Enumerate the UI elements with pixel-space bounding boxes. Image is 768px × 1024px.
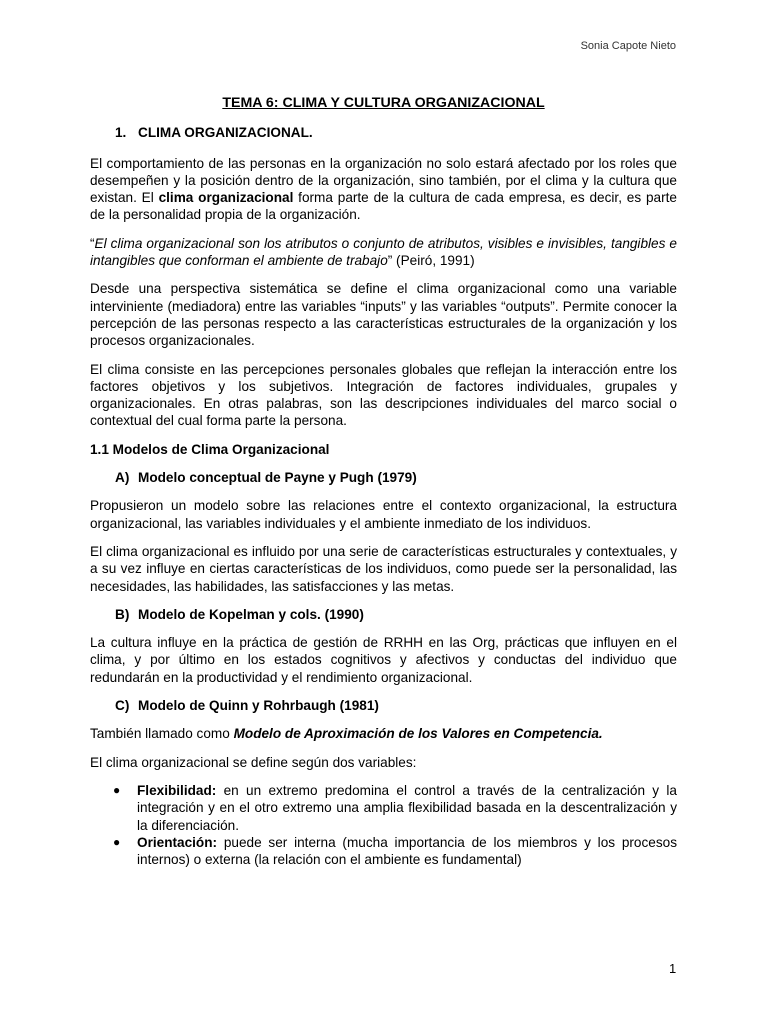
- variables-list: [90, 782, 677, 868]
- paragraph-model-a-2: El clima organizacional es influido por una serie de características estructurales y contextuales, y a su vez influye en ciertas características de los individuos, como puede ser la personalidad, las necesidades, las habilidades, las satisfacciones y las metas.: [90, 543, 677, 594]
- paragraph-percepciones: El clima consiste en las percepciones personales globales que reflejan la interacción entre los factores objetivos y los subjetivos. Integración de factores individuales, grupales y organizacionales. En otras palabras, son las descripciones individuales del marco social o contextual del cual forma parte la persona.: [90, 361, 677, 429]
- document-body: [90, 95, 677, 868]
- list-item-orientacion: [90, 834, 677, 869]
- quote-open: “: [90, 235, 95, 251]
- quote-paragraph: [90, 235, 677, 270]
- model-label: Modelo de Quinn y Rohrbaugh (1981): [138, 698, 379, 714]
- paragraph-model-c-2: El clima organizacional se define según dos variables:: [90, 754, 417, 770]
- section-number: 1.: [115, 125, 127, 141]
- model-label: Modelo conceptual de Payne y Pugh (1979): [138, 470, 417, 486]
- bullet-icon: ●: [113, 834, 121, 849]
- paragraph-intro-bold: clima organizacional: [158, 190, 294, 206]
- paragraph-model-c-emphasis: Modelo de Aproximación de los Valores en Competencia.: [233, 726, 603, 742]
- model-heading-a: [90, 469, 677, 486]
- header-author: Sonia Capote Nieto: [580, 40, 676, 52]
- model-letter: B): [115, 606, 130, 622]
- model-letter: C): [115, 698, 130, 714]
- quote-text: El clima organizacional son los atributos o conjunto de atributos, visibles e invisibles, tangibles e intangibles que conforman el ambiente de trabajo: [90, 235, 677, 269]
- section-label: CLIMA ORGANIZACIONAL.: [138, 125, 313, 141]
- bullet-icon: ●: [113, 782, 121, 797]
- section-heading-clima: [90, 124, 677, 141]
- model-heading-b: [90, 606, 677, 623]
- subsection-heading-modelos: 1.1 Modelos de Clima Organizacional: [90, 441, 330, 457]
- paragraph-intro-text-a: El comportamiento de las personas en la organización no solo estará afectado por los roles que desempeñen y la posición dentro de la organización, sino también, por el clima y la cultura que existan. El: [90, 155, 677, 206]
- list-item-term: Orientación:: [137, 834, 218, 850]
- page-number: 1: [669, 961, 677, 976]
- list-item-text: puede ser interna (mucha importancia de los miembros y los procesos internos) o externa (la relación con el ambiente es fundamental): [137, 834, 677, 868]
- paragraph-model-a-1: Propusieron un modelo sobre las relaciones entre el contexto organizacional, la estructura organizacional, las variables individuales y el ambiente inmediato de los individuos.: [90, 498, 677, 531]
- list-item-term: Flexibilidad:: [137, 782, 217, 798]
- document-title: TEMA 6: CLIMA Y CULTURA ORGANIZACIONAL: [222, 95, 545, 111]
- model-label: Modelo de Kopelman y cols. (1990): [138, 606, 364, 622]
- paragraph-model-c-text: También llamado como: [90, 726, 234, 742]
- paragraph-perspectiva: Desde una perspectiva sistemática se define el clima organizacional como una variable interviniente (mediadora) entre las variables “inputs” y las variables “outputs”. Permite conocer la percepción de las personas respecto a las características estructurales de la organización y los procesos organizacionales.: [90, 281, 677, 349]
- quote-citation: ” (Peiró, 1991): [387, 253, 475, 269]
- paragraph-intro: [90, 155, 677, 224]
- list-item-flexibilidad: [90, 782, 677, 834]
- paragraph-intro-text-c: forma parte de la cultura de cada empresa, es decir, es parte de la personalidad propia de la organización.: [90, 190, 677, 223]
- paragraph-model-b-1: La cultura influye en la práctica de gestión de RRHH en las Org, prácticas que influyen en el clima, y por último en los estados cognitivos y afectivos y conductas del individuo que redundarán en la productividad y el rendimiento organizacional.: [90, 635, 677, 685]
- model-heading-c: [90, 697, 677, 714]
- model-letter: A): [115, 470, 130, 486]
- list-item-text: en un extremo predomina el control a través de la centralización y la integración y en el otro extremo una amplia flexibilidad basada en la descentralización y la diferenciación.: [137, 782, 677, 833]
- paragraph-model-c-1: [90, 725, 677, 742]
